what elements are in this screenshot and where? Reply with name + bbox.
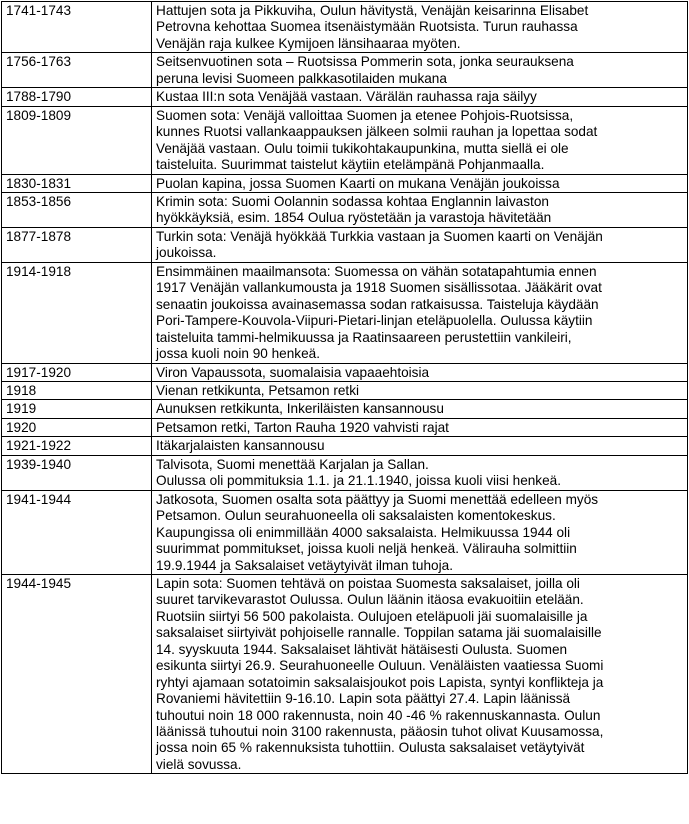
- table-row: [2, 106, 688, 174]
- table-row: [2, 192, 688, 227]
- period-cell: 1917-1920: [2, 363, 152, 381]
- description-cell: Viron Vapaussota, suomalaisia vapaaehtoisia: [152, 363, 688, 381]
- period-cell: 1944-1945: [2, 574, 152, 773]
- history-timeline-table: [1, 1, 688, 774]
- description-cell: Talvisota, Suomi menettää Karjalan ja Sallan. Oulussa oli pommituksia 1.1. ja 21.1.1940, joissa kuoli viisi henkeä.: [152, 455, 688, 490]
- description-cell: Puolan kapina, jossa Suomen Kaarti on mukana Venäjän joukoissa: [152, 174, 688, 192]
- table-row: [2, 400, 688, 418]
- table-row: [2, 418, 688, 436]
- description-cell: Seitsenvuotinen sota – Ruotsissa Pommerin sota, jonka seurauksena peruna levisi Suomeen palkkasotilaiden mukana: [152, 53, 688, 88]
- table-row: [2, 88, 688, 106]
- table-row: [2, 227, 688, 262]
- period-cell: 1914-1918: [2, 262, 152, 363]
- table-row: [2, 490, 688, 574]
- table-row: [2, 262, 688, 363]
- description-cell: Hattujen sota ja Pikkuviha, Oulun hävitystä, Venäjän keisarinna Elisabet Petrovna kehottaa Suomea itsenäistymään Ruotsista. Turun rauhassa Venäjän raja kulkee Kymijoen länsihaaraa myöten.: [152, 2, 688, 53]
- period-cell: 1788-1790: [2, 88, 152, 106]
- description-cell: Turkin sota: Venäjä hyökkää Turkkia vastaan ja Suomen kaarti on Venäjän joukoissa.: [152, 227, 688, 262]
- table-row: [2, 455, 688, 490]
- period-cell: 1920: [2, 418, 152, 436]
- period-cell: 1919: [2, 400, 152, 418]
- table-row: [2, 2, 688, 53]
- description-cell: Itäkarjalaisten kansannousu: [152, 437, 688, 455]
- period-cell: 1918: [2, 381, 152, 399]
- table-row: [2, 53, 688, 88]
- period-cell: 1941-1944: [2, 490, 152, 574]
- period-cell: 1809-1809: [2, 106, 152, 174]
- table-row: [2, 574, 688, 773]
- description-cell: Petsamon retki, Tarton Rauha 1920 vahvisti rajat: [152, 418, 688, 436]
- period-cell: 1921-1922: [2, 437, 152, 455]
- description-cell: Vienan retkikunta, Petsamon retki: [152, 381, 688, 399]
- period-cell: 1741-1743: [2, 2, 152, 53]
- period-cell: 1853-1856: [2, 192, 152, 227]
- description-cell: Lapin sota: Suomen tehtävä on poistaa Suomesta saksalaiset, joilla oli suuret tarvikevarastot Oulussa. Oulun läänin itäosa evakuoitiin etelään. Ruotsiin siirtyi 56 500 pakolaista. Oulujoen eteläpuoli jäi suomalaisille ja saksalaiset siirtyivät pohjoiselle rannalle. Toppilan satama jäi suomalaisille 14. syyskuuta 1944. Saksalaiset lähtivät hätäisesti Oulusta. Suomen esikunta siirtyi 26.9. Seurahuoneelle Ouluun. Venäläisten vaatiessa Suomi ryhtyi ajamaan sotatoimin saksalaisjoukot pois Lapista, syntyi konflikteja ja Rovaniemi hävitettiin 9-16.10. Lapin sota päättyi 27.4. Lapin läänissä tuhoutui noin 18 000 rakennusta, noin 40 -46 % rakennuskannasta. Oulun läänissä tuhoutui noin 3100 rakennusta, pääosin tuhot olivat Kuusamossa, jossa noin 65 % rakennuksista tuhottiin. Oulusta saksalaiset vetäytyivät vielä sovussa.: [152, 574, 688, 773]
- description-cell: Ensimmäinen maailmansota: Suomessa on vähän sotatapahtumia ennen 1917 Venäjän vallankumousta ja 1918 Suomen sisällissotaa. Jääkärit ovat senaatin joukoissa avainasemassa sodan ratkaisussa. Taisteluja käydään Pori-Tampere-Kouvola-Viipuri-Pietari-linjan eteläpuolella. Oulussa käytiin taisteluita tammi-helmikuussa ja Raatinsaareen perustettiin vankileiri, jossa kuoli noin 90 henkeä.: [152, 262, 688, 363]
- description-cell: Kustaa III:n sota Venäjää vastaan. Värälän rauhassa raja säilyy: [152, 88, 688, 106]
- table-row: [2, 363, 688, 381]
- period-cell: 1756-1763: [2, 53, 152, 88]
- description-cell: Jatkosota, Suomen osalta sota päättyy ja Suomi menettää edelleen myös Petsamon. Oulun seurahuoneella oli saksalaisten komentokeskus. Kaupungissa oli enimmillään 4000 saksalaista. Helmikuussa 1944 oli suurimmat pommitukset, joissa kuoli neljä henkeä. Välirauha solmittiin 19.9.1944 ja Saksalaiset vetäytyivät ilman tuhoja.: [152, 490, 688, 574]
- description-cell: Aunuksen retkikunta, Inkeriläisten kansannousu: [152, 400, 688, 418]
- period-cell: 1877-1878: [2, 227, 152, 262]
- description-cell: Suomen sota: Venäjä valloittaa Suomen ja etenee Pohjois-Ruotsissa, kunnes Ruotsi vallankaappauksen jälkeen solmii rauhan ja lopettaa sodat Venäjää vastaan. Oulu toimii tukikohtakaupunkina, mutta siellä ei ole taisteluita. Suurimmat taistelut käytiin etelämpänä Pohjanmaalla.: [152, 106, 688, 174]
- table-row: [2, 381, 688, 399]
- period-cell: 1939-1940: [2, 455, 152, 490]
- description-cell: Krimin sota: Suomi Oolannin sodassa kohtaa Englannin laivaston hyökkäyksiä, esim. 1854 Oulua ryöstetään ja varastoja hävitetään: [152, 192, 688, 227]
- period-cell: 1830-1831: [2, 174, 152, 192]
- table-row: [2, 174, 688, 192]
- table-row: [2, 437, 688, 455]
